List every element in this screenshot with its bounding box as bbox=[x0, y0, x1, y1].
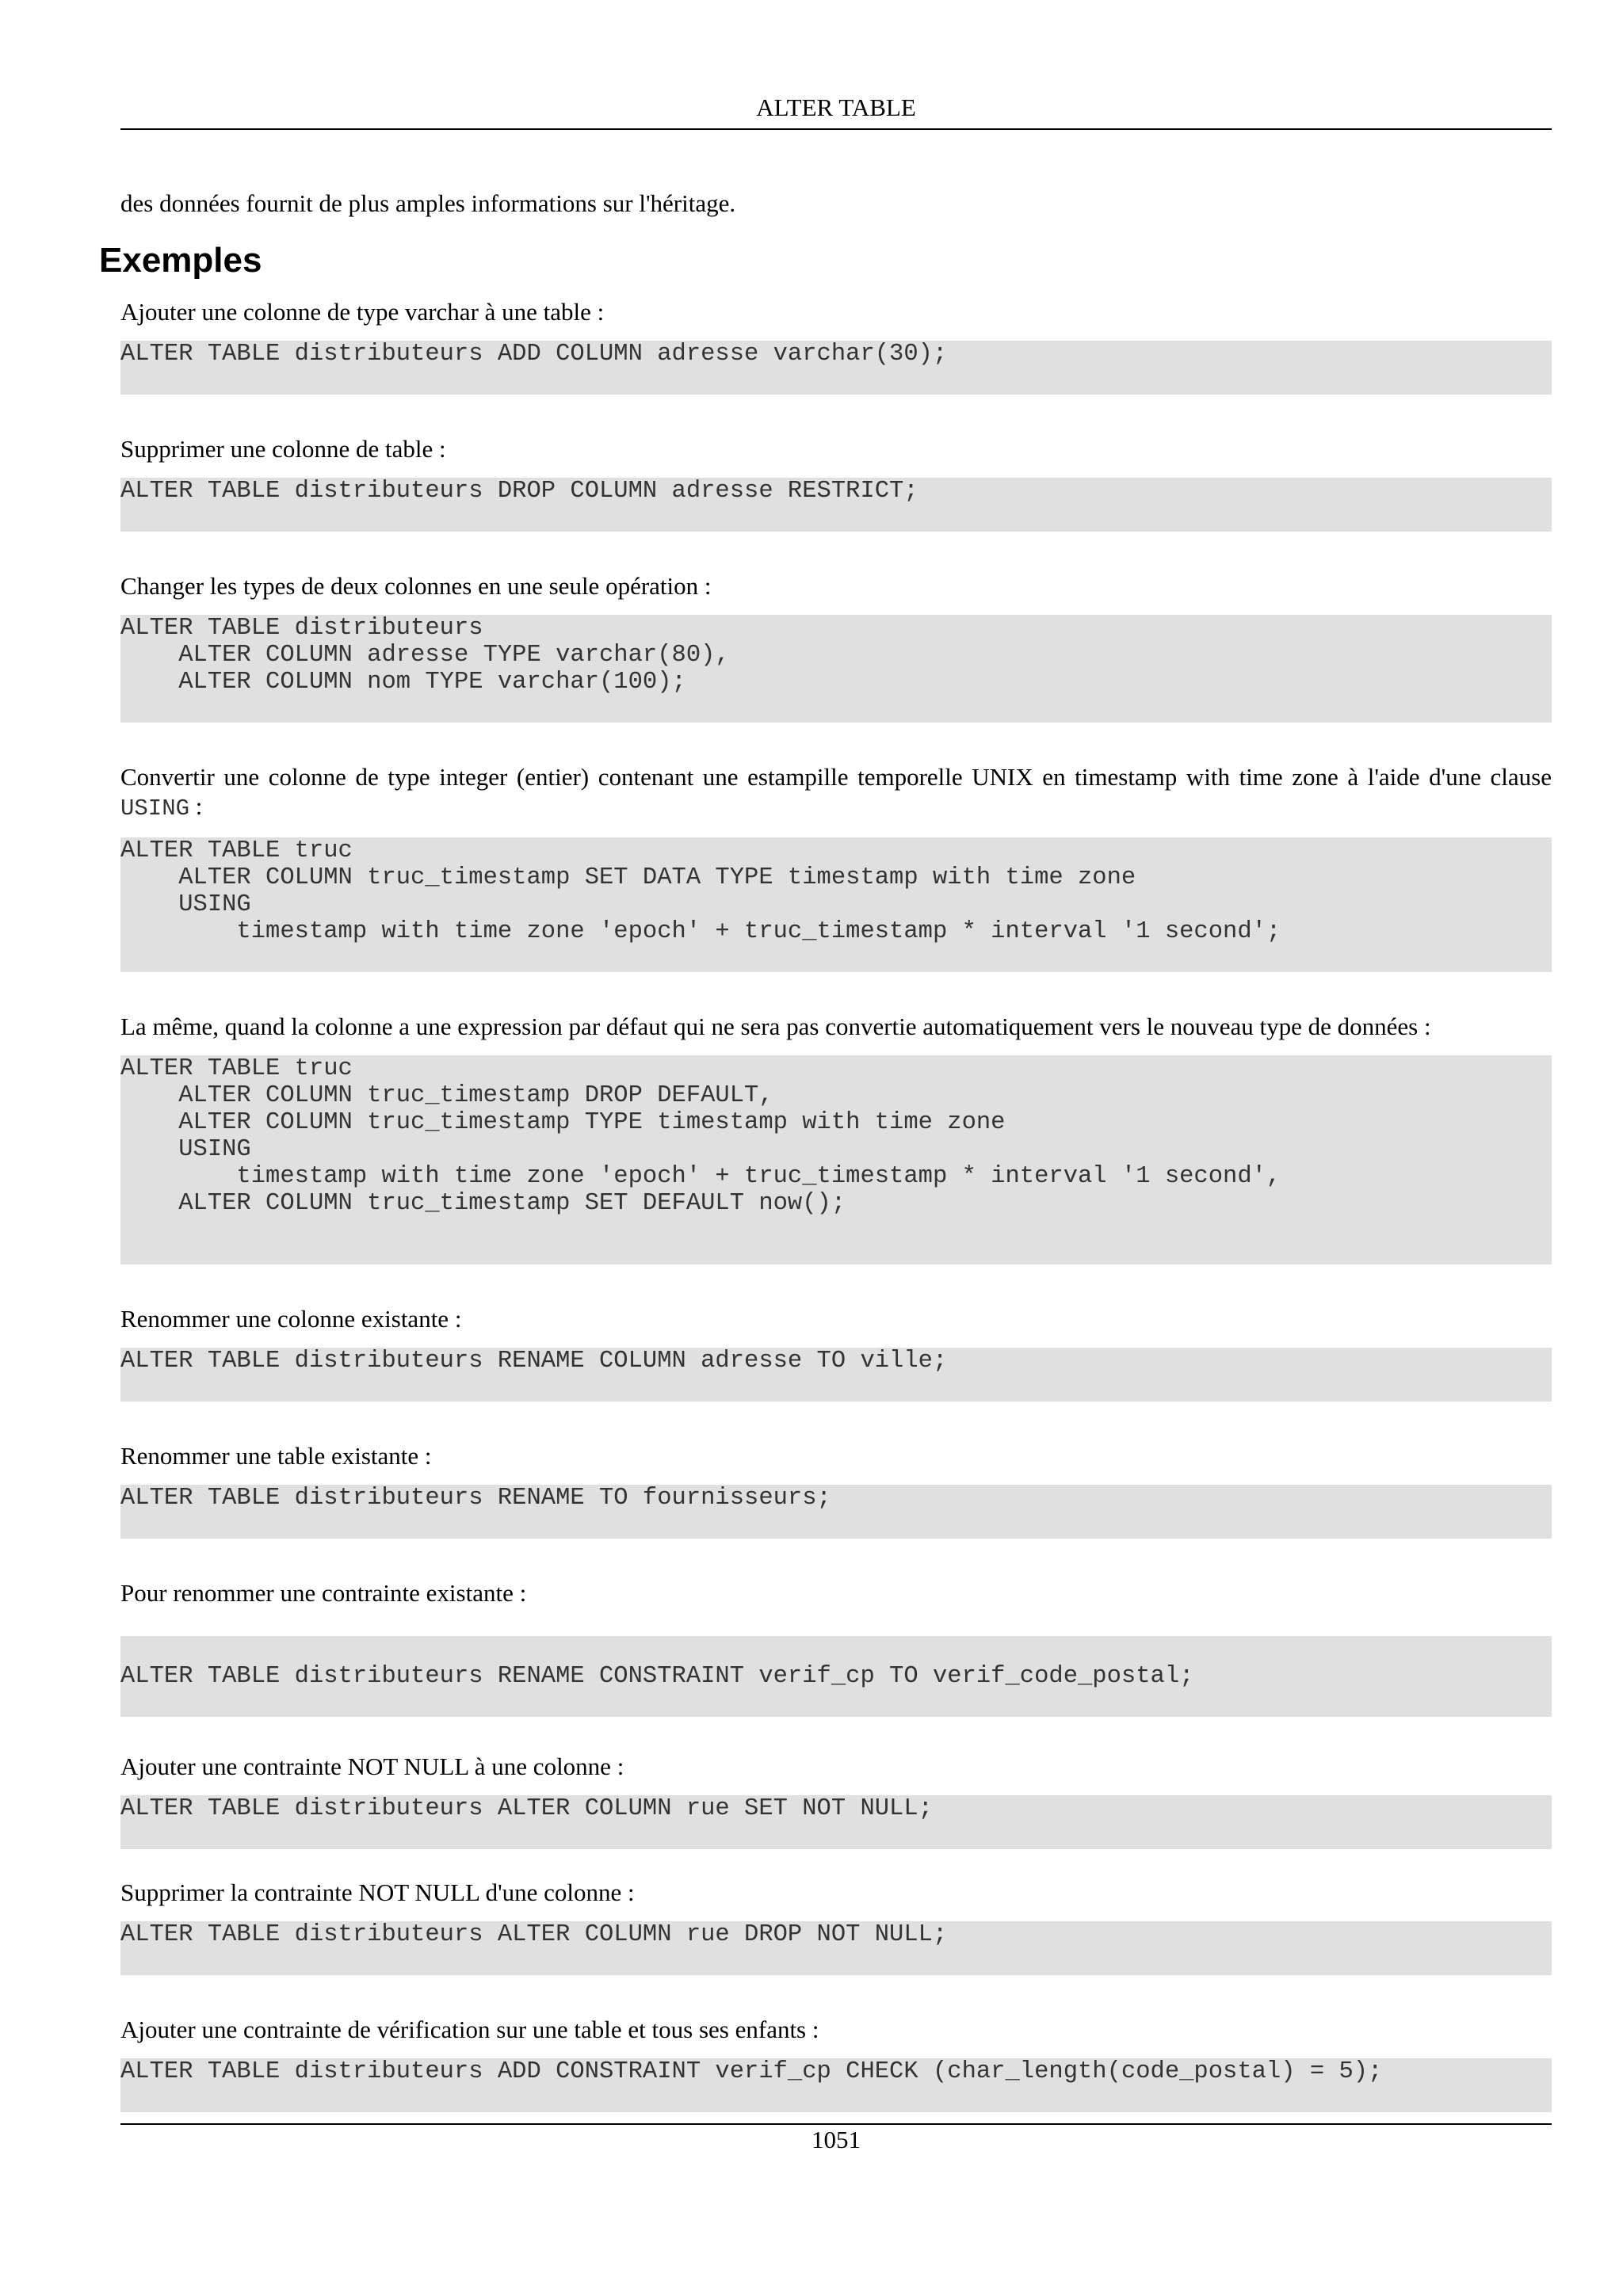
code-block-5: ALTER TABLE truc ALTER COLUMN truc_timestamp DROP DEFAULT, ALTER COLUMN truc_timestamp TYPE timestamp with time zone USING timestamp with time zone 'epoch' + truc_timestamp * interval '1 second', ALTER COLUMN truc_timestamp SET DEFAULT now(); bbox=[120, 1055, 1552, 1264]
code-block-6: ALTER TABLE distributeurs RENAME COLUMN adresse TO ville; bbox=[120, 1348, 1552, 1402]
example-label-4 bbox=[120, 762, 1552, 823]
example-label-7: Renommer une table existante : bbox=[120, 1442, 432, 1470]
code-block-10: ALTER TABLE distributeurs ALTER COLUMN rue DROP NOT NULL; bbox=[120, 1921, 1552, 1975]
example-label-2: Supprimer une colonne de table : bbox=[120, 435, 446, 463]
code-block-8: ALTER TABLE distributeurs RENAME CONSTRAINT verif_cp TO verif_code_postal; bbox=[120, 1636, 1552, 1717]
page-content bbox=[99, 189, 1552, 2112]
example-label-3: Changer les types de deux colonnes en une seule opération : bbox=[120, 572, 712, 600]
code-block-7: ALTER TABLE distributeurs RENAME TO fournisseurs; bbox=[120, 1485, 1552, 1539]
code-block-11: ALTER TABLE distributeurs ADD CONSTRAINT verif_cp CHECK (char_length(code_postal) = 5); bbox=[120, 2058, 1552, 2112]
header-rule bbox=[120, 128, 1552, 130]
code-block-4: ALTER TABLE truc ALTER COLUMN truc_timestamp SET DATA TYPE timestamp with time zone USING timestamp with time zone 'epoch' + truc_timestamp * interval '1 second'; bbox=[120, 837, 1552, 972]
footer-rule bbox=[120, 2123, 1552, 2125]
running-header: ALTER TABLE bbox=[756, 93, 916, 121]
example-label-8: Pour renommer une contrainte existante : bbox=[120, 1579, 527, 1607]
example-label-4-text: Convertir une colonne de type integer (entier) contenant une estampille temporelle UNIX en timestamp with time zone à l'aide d'une clause bbox=[120, 763, 1552, 791]
document-page bbox=[99, 0, 1552, 2296]
example-label-6: Renommer une colonne existante : bbox=[120, 1305, 462, 1333]
code-block-9: ALTER TABLE distributeurs ALTER COLUMN rue SET NOT NULL; bbox=[120, 1795, 1552, 1849]
code-block-1: ALTER TABLE distributeurs ADD COLUMN adresse varchar(30); bbox=[120, 341, 1552, 395]
section-title: Exemples bbox=[99, 241, 262, 280]
intro-paragraph: des données fournit de plus amples informations sur l'héritage. bbox=[120, 189, 736, 217]
code-block-3: ALTER TABLE distributeurs ALTER COLUMN adresse TYPE varchar(80), ALTER COLUMN nom TYPE varchar(100); bbox=[120, 615, 1552, 723]
example-label-9: Ajouter une contrainte NOT NULL à une colonne : bbox=[120, 1753, 624, 1780]
example-label-1: Ajouter une colonne de type varchar à une table : bbox=[120, 298, 605, 326]
example-label-5: La même, quand la colonne a une expression par défaut qui ne sera pas convertie automatiquement vers le nouveau type de données : bbox=[120, 1013, 1431, 1040]
inline-code-using: USING bbox=[120, 795, 190, 822]
example-label-10: Supprimer la contrainte NOT NULL d'une colonne : bbox=[120, 1878, 635, 1906]
example-label-4-suffix: : bbox=[189, 792, 203, 820]
code-block-2: ALTER TABLE distributeurs DROP COLUMN adresse RESTRICT; bbox=[120, 478, 1552, 532]
page-number: 1051 bbox=[812, 2126, 861, 2153]
example-label-11: Ajouter une contrainte de vérification sur une table et tous ses enfants : bbox=[120, 2016, 819, 2043]
